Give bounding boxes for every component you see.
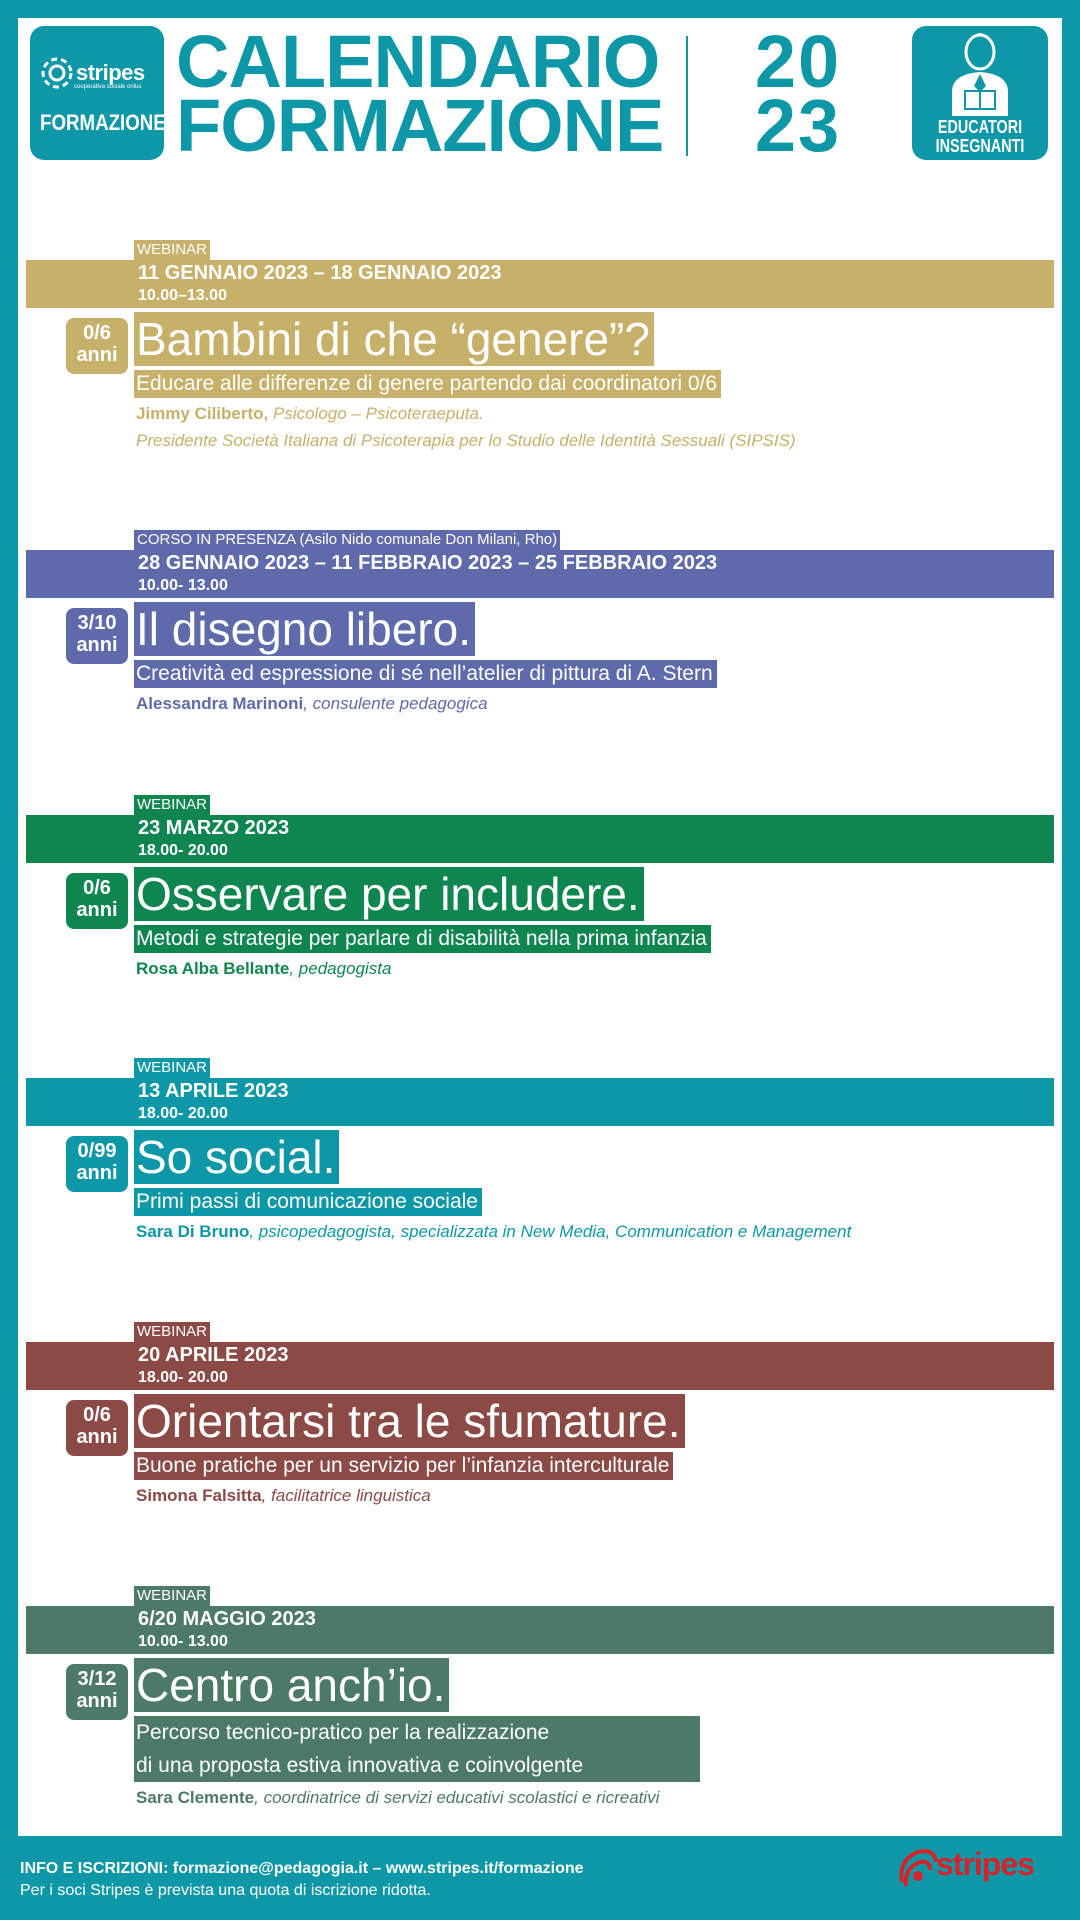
age-badge	[66, 1400, 128, 1456]
speaker-name: Sara Di Bruno	[136, 1222, 250, 1241]
speaker-role-2: Presidente Società Italiana di Psicoterapia per lo Studio delle Identità Sessuali (SIPSIS)	[136, 431, 796, 450]
age-range: 0/6	[83, 322, 111, 344]
age-unit: anni	[76, 1426, 118, 1448]
event-date: 20 APRILE 2023	[138, 1344, 289, 1366]
event-subtitle: Metodi e strategie per parlare di disabilità nella prima infanzia	[134, 925, 711, 953]
event-subtitle: Creatività ed espressione di sé nell’atelier di pittura di A. Stern	[134, 660, 717, 688]
logo-name: stripes	[76, 60, 145, 85]
age-unit: anni	[76, 634, 118, 656]
year	[738, 20, 858, 167]
event-speaker	[136, 1784, 659, 1811]
speaker-role: , facilitatrice linguistica	[261, 1486, 431, 1505]
footer-contacts[interactable]: formazione@pedagogia.it – www.stripes.it/formazione	[168, 1860, 584, 1877]
age-badge	[66, 1136, 128, 1192]
badge-text	[926, 118, 1035, 156]
age-unit: anni	[76, 899, 118, 921]
poster-sheet	[18, 18, 1062, 1836]
event-speaker	[136, 690, 488, 717]
speaker-name: Rosa Alba Bellante	[136, 959, 290, 978]
age-badge	[66, 608, 128, 664]
event-date-bar	[26, 1078, 1054, 1126]
event-time: 18.00- 20.00	[138, 1105, 228, 1122]
event-format-tag: WEBINAR	[134, 1058, 210, 1078]
footer-info	[20, 1858, 584, 1902]
age-unit: anni	[76, 1690, 118, 1712]
speaker-name: Alessandra Marinoni	[136, 694, 304, 713]
badge-line-1: EDUCATORI	[937, 117, 1023, 137]
swirl-icon	[896, 1842, 940, 1892]
event-format-tag: CORSO IN PRESENZA (Asilo Nido comunale Don Milani, Rho)	[134, 530, 560, 550]
event-subtitle-line-1: Percorso tecnico-pratico per la realizzazione	[136, 1721, 550, 1744]
title-line-1: CALENDARIO	[176, 20, 660, 103]
event-subtitle-line-2: di una proposta estiva innovativa e coinvolgente	[136, 1754, 584, 1777]
event-subtitle: Buone pratiche per un servizio per l’infanzia interculturale	[134, 1452, 673, 1480]
age-range: 0/99	[77, 1140, 117, 1162]
speaker-role: , consulente pedagogica	[303, 694, 488, 713]
age-range: 3/12	[77, 1668, 117, 1690]
speaker-name: Sara Clemente	[136, 1788, 255, 1807]
event-date: 11 GENNAIO 2023 – 18 GENNAIO 2023	[138, 262, 502, 284]
event-date-bar	[26, 1606, 1054, 1654]
event-format-tag: WEBINAR	[134, 1586, 210, 1606]
footer-stripes-logo	[896, 1840, 1066, 1900]
year-line-2: 23	[754, 84, 842, 167]
event-format-tag: WEBINAR	[134, 1322, 210, 1342]
event-date-bar	[26, 815, 1054, 863]
speaker-role: , coordinatrice di servizi educativi scolastici e ricreativi	[254, 1788, 660, 1807]
event-title: Osservare per includere.	[134, 867, 644, 921]
event-speaker	[136, 1218, 851, 1245]
speaker-role: , psicopedagogista, specializzata in New Media, Communication e Management	[249, 1222, 852, 1241]
age-range: 0/6	[83, 877, 111, 899]
page-title	[176, 20, 664, 167]
event-time: 10.00- 13.00	[138, 1633, 228, 1650]
event-6	[18, 1586, 1062, 1826]
title-divider	[686, 36, 688, 156]
event-speaker	[136, 955, 391, 982]
event-time: 18.00- 20.00	[138, 1369, 228, 1386]
event-title: Bambini di che “genere”?	[134, 312, 654, 366]
age-badge	[66, 1664, 128, 1720]
event-date: 23 MARZO 2023	[138, 817, 290, 839]
event-time: 10.00–13.00	[138, 287, 227, 304]
stripes-formazione-logo	[30, 26, 164, 160]
event-subtitle	[134, 1716, 700, 1782]
event-date-bar	[26, 550, 1054, 598]
event-date: 28 GENNAIO 2023 – 11 FEBBRAIO 2023 – 25 FEBBRAIO 2023	[138, 552, 718, 574]
swirl-icon	[40, 56, 74, 90]
event-5	[18, 1322, 1062, 1522]
event-speaker	[136, 400, 796, 454]
badge-line-2: INSEGNANTI	[935, 136, 1025, 156]
age-unit: anni	[76, 1162, 118, 1184]
teacher-reading-icon	[944, 30, 1016, 116]
event-subtitle: Educare alle differenze di genere partendo dai coordinatori 0/6	[134, 370, 721, 398]
event-format-tag: WEBINAR	[134, 240, 210, 260]
event-title: Il disegno libero.	[134, 602, 475, 656]
footer-info-label: INFO E ISCRIZIONI:	[20, 1860, 169, 1877]
speaker-role: Psicologo – Psicoteraeputa.	[268, 404, 484, 423]
event-speaker	[136, 1482, 431, 1509]
event-time: 18.00- 20.00	[138, 842, 228, 859]
speaker-name: Simona Falsitta	[136, 1486, 262, 1505]
event-subtitle: Primi passi di comunicazione sociale	[134, 1188, 482, 1216]
age-badge	[66, 873, 128, 929]
event-3	[18, 795, 1062, 995]
speaker-role: , pedagogista	[289, 959, 392, 978]
footer-logo-name: stripes	[936, 1846, 1034, 1882]
title-line-2: FORMAZIONE	[176, 84, 664, 167]
event-title: So social.	[134, 1130, 339, 1184]
event-date: 13 APRILE 2023	[138, 1080, 289, 1102]
footer-note: Per i soci Stripes è prevista una quota di iscrizione ridotta.	[20, 1882, 431, 1899]
event-date: 6/20 MAGGIO 2023	[138, 1608, 316, 1630]
audience-badge	[912, 26, 1048, 160]
event-date-bar	[26, 1342, 1054, 1390]
speaker-name: Jimmy Ciliberto,	[136, 404, 269, 423]
age-range: 3/10	[77, 612, 117, 634]
event-title: Centro anch’io.	[134, 1658, 449, 1712]
event-1	[18, 240, 1062, 470]
logo-subtitle: cooperativa sociale onlus	[74, 84, 142, 90]
event-date-bar	[26, 260, 1054, 308]
event-format-tag: WEBINAR	[134, 795, 210, 815]
event-time: 10.00- 13.00	[138, 577, 228, 594]
year-line-1: 20	[754, 20, 842, 103]
event-title: Orientarsi tra le sfumature.	[134, 1394, 685, 1448]
logo-label: FORMAZIONE	[40, 110, 166, 135]
age-unit: anni	[76, 344, 118, 366]
event-2	[18, 530, 1062, 730]
age-range: 0/6	[83, 1404, 111, 1426]
age-badge	[66, 318, 128, 374]
event-4	[18, 1058, 1062, 1258]
